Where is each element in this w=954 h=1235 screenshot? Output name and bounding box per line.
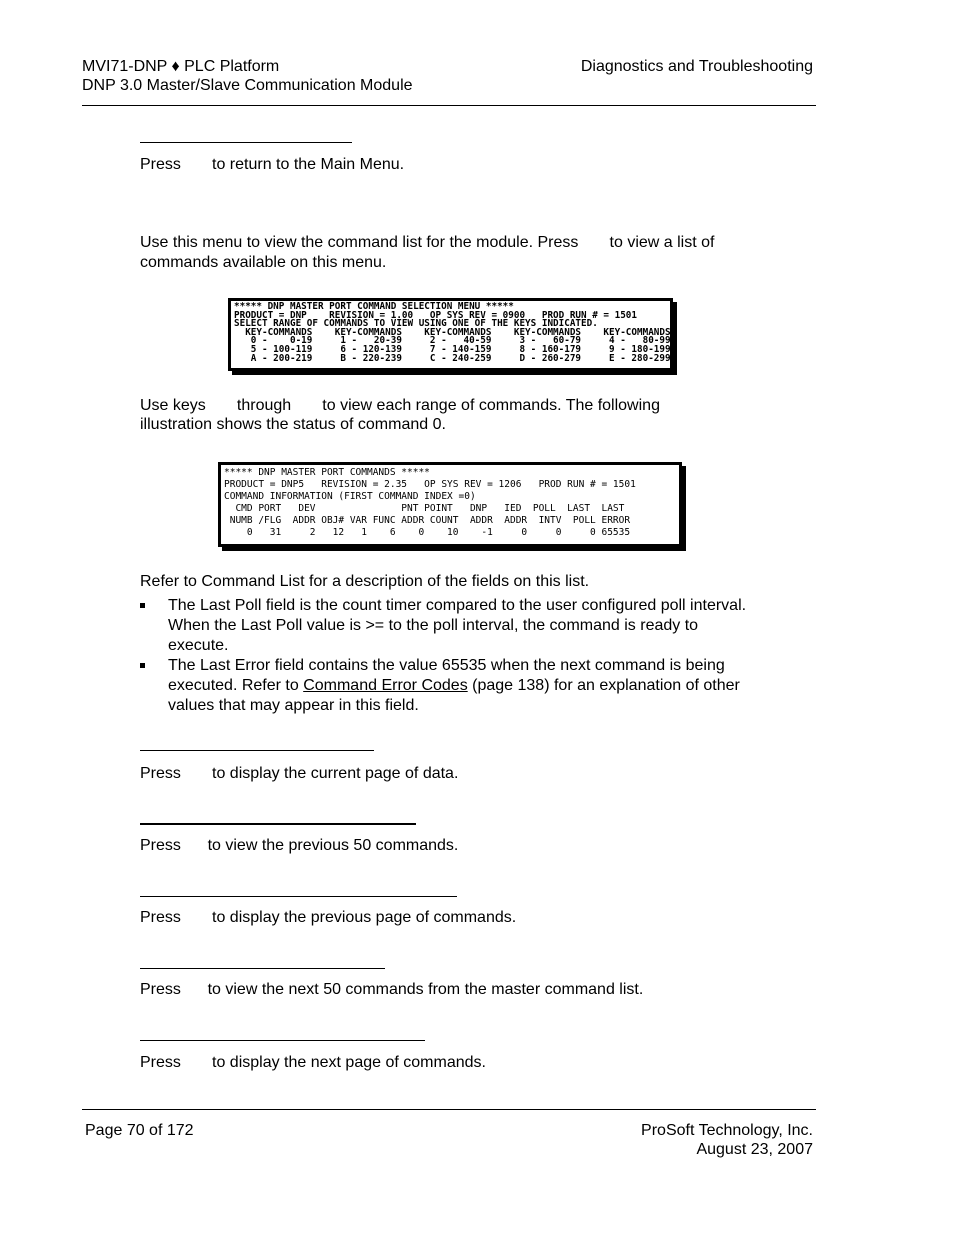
- screen2-line: COMMAND INFORMATION (FIRST COMMAND INDEX =0): [224, 491, 476, 502]
- header-section: Diagnostics and Troubleshooting: [580, 58, 813, 75]
- header-module: DNP 3.0 Master/Slave Communication Module: [82, 77, 413, 94]
- command-selection-menu-screen: [228, 298, 673, 371]
- screen2-line: 0 31 2 12 1 6 0 10 -1 0 0 0 65535: [224, 527, 631, 538]
- keys-line2: illustration shows the status of command 0.: [140, 416, 446, 433]
- footer-date: August 23, 2007: [696, 1141, 813, 1158]
- command-status-screen: [218, 462, 682, 547]
- menu-intro-line2: commands available on this menu.: [140, 254, 387, 271]
- screen1-text: [234, 301, 671, 364]
- footer-page-number: Page 70 of 172: [85, 1122, 194, 1139]
- bullet-last-error: [140, 656, 760, 716]
- bullet-square-icon: [140, 663, 145, 668]
- keys-line1: Use keys through to view each range of commands. The following: [140, 397, 660, 414]
- next50-text: Press to view the next 50 commands from the master command list.: [140, 981, 644, 998]
- screen1-line: KEY-COMMANDS KEY-COMMANDS KEY-COMMANDS KEY-COMMANDS KEY-COMMANDS: [234, 326, 671, 338]
- screen2-line: NUMB /FLG ADDR OBJ# VAR FUNC ADDR COUNT ADDR ADDR INTV POLL ERROR: [224, 515, 631, 526]
- screen2-text: [224, 467, 676, 539]
- return-text: Press to return to the Main Menu.: [140, 156, 405, 173]
- bullet-last-error-before: The Last Error field contains the value 65535 when the next command is being executed. Refer to: [168, 657, 725, 694]
- screen2-line: CMD PORT DEV PNT POINT DNP IED POLL LAST LAST: [224, 503, 625, 514]
- heading-rule-prev50: [140, 823, 416, 825]
- screen1-line: ***** DNP MASTER PORT COMMAND SELECTION MENU *****: [234, 301, 514, 312]
- refer-line: Refer to Command List for a description of the fields on this list.: [140, 573, 590, 590]
- screen1-line: A - 200-219 B - 220-239 C - 240-259 D - 260-279 E - 280-299: [234, 352, 671, 364]
- footer-rule: [82, 1109, 816, 1110]
- bullet-list: [140, 596, 760, 716]
- heading-rule-prev-page: [140, 896, 457, 897]
- bullet-square-icon: [140, 603, 145, 608]
- command-error-codes-link[interactable]: Command Error Codes: [303, 677, 468, 694]
- footer-company: ProSoft Technology, Inc.: [641, 1122, 813, 1139]
- bullet-last-error-after: (page 138) for an explanation of other values that may appear in this field.: [168, 677, 740, 714]
- screen1-line: PRODUCT = DNP REVISION = 1.00 OP SYS REV = 0900 PROD RUN # = 1501: [234, 309, 637, 321]
- screen2-line: PRODUCT = DNP5 REVISION = 2.35 OP SYS REV = 1206 PROD RUN # = 1501: [224, 479, 636, 490]
- heading-rule-display: [140, 750, 374, 751]
- heading-rule-next-page: [140, 1040, 425, 1041]
- prev-page-text: Press to display the previous page of commands.: [140, 909, 517, 926]
- screen1-line: 5 - 100-119 6 - 120-139 7 - 140-159 8 - 160-179 9 - 180-199: [234, 343, 671, 355]
- screen2-line: ***** DNP MASTER PORT COMMANDS *****: [224, 467, 430, 478]
- screen1-line: SELECT RANGE OF COMMANDS TO VIEW USING ONE OF THE KEYS INDICATED.: [234, 318, 598, 330]
- next-page-text: Press to display the next page of commands.: [140, 1054, 486, 1071]
- screen1-line: 0 - 0-19 1 - 20-39 2 - 40-59 3 - 60-79 4 - 80-99: [234, 335, 671, 347]
- prev50-text: Press to view the previous 50 commands.: [140, 837, 459, 854]
- menu-intro-line1: Use this menu to view the command list for the module. Press to view a list of: [140, 234, 715, 251]
- display-page-text: Press to display the current page of data.: [140, 765, 459, 782]
- bullet-last-poll: [140, 596, 760, 656]
- heading-rule-return: [140, 142, 352, 143]
- bullet-last-poll-text: The Last Poll field is the count timer compared to the user configured poll interval. When the Last Poll value is >= to the poll interval, the command is ready to execute.: [168, 597, 747, 654]
- header-rule: [82, 105, 816, 106]
- heading-rule-next50: [140, 968, 385, 969]
- header-product: MVI71-DNP ♦ PLC Platform: [82, 58, 280, 75]
